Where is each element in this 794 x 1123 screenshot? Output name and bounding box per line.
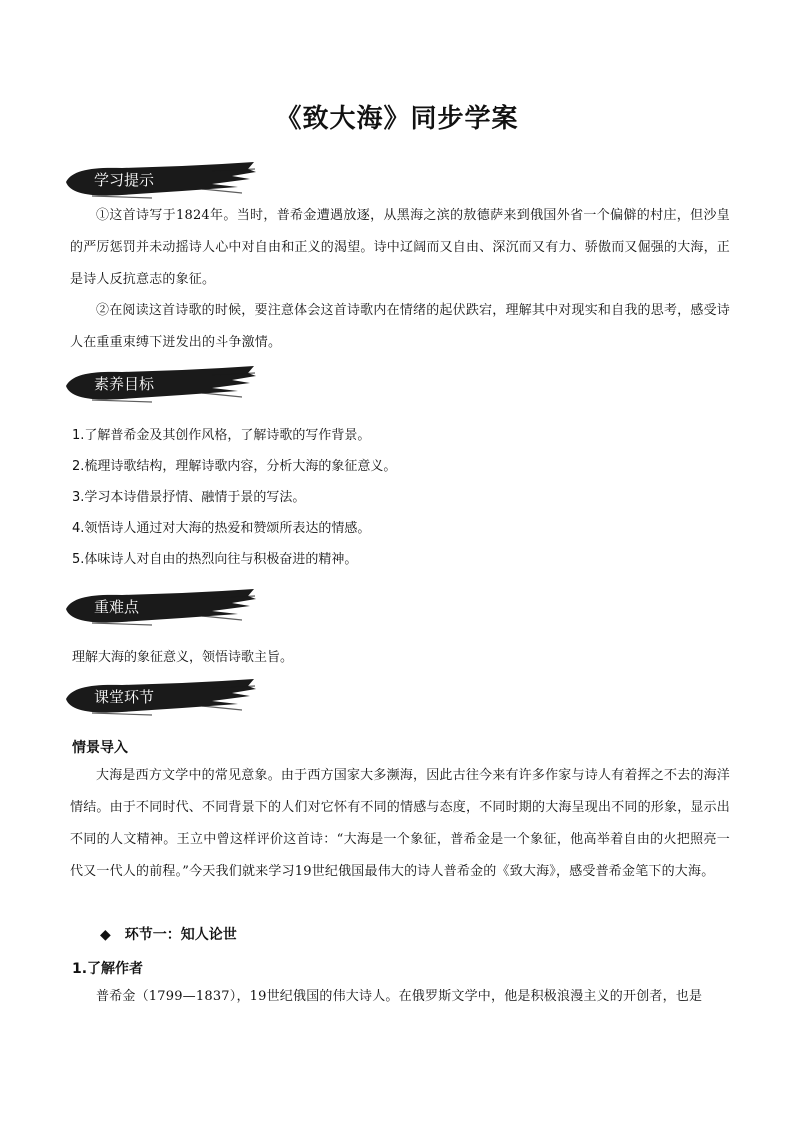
section-heading-key-points: 重难点 [94,598,140,616]
author-sub-heading: 1.了解作者 [72,961,144,977]
ink-brush-stroke [62,587,257,627]
section-heading-tips: 学习提示 [94,171,155,189]
key-points-text: 理解大海的象征意义，领悟诗歌主旨。 [72,650,294,665]
section-banner-key-points [62,587,257,627]
goal-item: 4.领悟诗人通过对大海的热爱和赞颂所表达的情感。 [72,521,371,536]
diamond-bullet-icon: ◆ [100,927,111,943]
page-title: 《致大海》同步学案 [275,104,519,134]
section-banner-goals [62,364,257,404]
ink-brush-stroke [62,677,257,717]
intro-paragraph: 大海是西方文学中的常见意象。由于西方国家大多濒海，因此古往今来有许多作家与诗人有着挥之不去的海洋情结。由于不同时代、不同背景下的人们对它怀有不同的情感与态度，不同时期的大海呈现出不同的形象，显示出不同的人文精神。王立中曾这样评价这首诗：“大海是一个象征，普希金是一个象征，他高举着自由的火把照亮一代又一代人的前程。”今天我们就来学习19世纪俄国最伟大的诗人普希金的《致大海》，感受普希金笔下的大海。 [70,768,731,879]
section-banner-tips [62,160,257,200]
tips-paragraph-2: ②在阅读这首诗歌的时候，要注意体会这首诗歌内在情绪的起伏跌宕，理解其中对现实和自我的思考，感受诗人在重重束缚下迸发出的斗争激情。 [70,303,730,350]
goal-item: 5.体味诗人对自由的热烈向往与积极奋进的精神。 [72,552,358,567]
author-paragraph: 普希金（1799—1837），19世纪俄国的伟大诗人。在俄罗斯文学中，他是积极浪漫主义的开创者，也是 [96,989,703,1004]
goal-item: 1.了解普希金及其创作风格，了解诗歌的写作背景。 [72,428,371,443]
section-heading-classroom: 课堂环节 [94,688,155,706]
goals-list [72,420,732,575]
ink-brush-stroke [62,364,257,404]
tips-paragraph-1: ①这首诗写于1824年。当时，普希金遭遇放逐，从黑海之滨的敖德萨来到俄国外省一个偏僻的村庄，但沙皇的严厉惩罚并未动摇诗人心中对自由和正义的渴望。诗中辽阔而又自由、深沉而又有力、骄傲而又倔强的大海，正是诗人反抗意志的象征。 [70,208,731,287]
intro-heading: 情景导入 [72,740,128,756]
goal-item: 2.梳理诗歌结构，理解诗歌内容，分析大海的象征意义。 [72,459,397,474]
step-one-heading [100,924,237,944]
goal-item: 3.学习本诗借景抒情、融情于景的写法。 [72,490,306,505]
step-one-label: 环节一：知人论世 [124,927,237,943]
ink-brush-stroke [62,160,257,200]
section-heading-goals: 素养目标 [94,375,155,393]
section-banner-classroom [62,677,257,717]
